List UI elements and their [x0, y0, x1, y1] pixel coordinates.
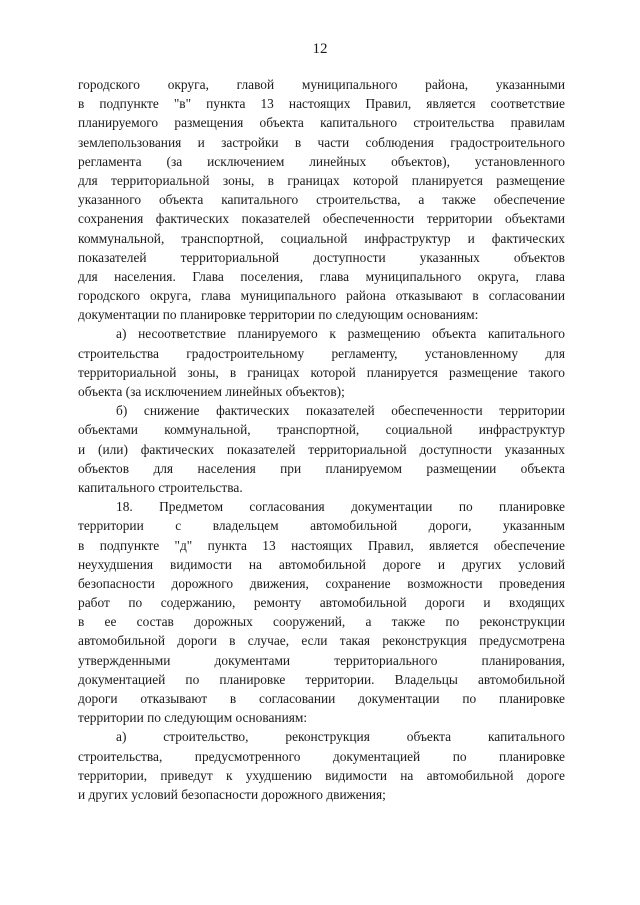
- text-line: планируемого размещения объекта капитального строительства правилам: [78, 115, 565, 131]
- text-line: капитального строительства.: [78, 479, 243, 495]
- text-line: территории по следующим основаниям:: [78, 710, 308, 726]
- text-line: указанного объекта капитального строительства, а также обеспечение: [78, 192, 565, 208]
- text-line: а) несоответствие планируемого к размещению объекта капитального: [116, 326, 565, 342]
- text-line: территории с владельцем автомобильной дороги, указанным: [78, 518, 565, 534]
- text-line: строительства градостроительному регламенту, установленному для: [78, 345, 565, 361]
- text-line: неухудшения видимости на автомобильной дороге и других условий: [78, 556, 565, 572]
- text-line: утвержденными документами территориального планирования,: [78, 652, 565, 668]
- text-line: и (или) фактических показателей территориальной доступности указанных: [78, 441, 565, 457]
- text-line: коммунальной, транспортной, социальной инфраструктур и фактических: [78, 230, 565, 246]
- text-line: и других условий безопасности дорожного движения;: [78, 786, 386, 802]
- text-line: сохранения фактических показателей обеспеченности территории объектами: [78, 211, 565, 227]
- text-line: территории, приведут к ухудшению видимости на автомобильной дороге: [78, 767, 565, 783]
- document-body: [78, 75, 565, 804]
- text-line: объектов для населения при планируемом размещении объекта: [78, 460, 565, 476]
- text-line: б) снижение фактических показателей обеспеченности территории: [116, 403, 565, 419]
- text-line: строительства, предусмотренного документацией по планировке: [78, 748, 565, 764]
- text-line: для населения. Глава поселения, глава муниципального округа, глава: [78, 268, 565, 284]
- text-line: документацией по планировке территории. Владельцы автомобильной: [78, 671, 565, 687]
- text-line: показателей территориальной доступности указанных объектов: [78, 249, 565, 265]
- page-number: 12: [312, 41, 328, 57]
- text-line: а) строительство, реконструкция объекта капитального: [116, 729, 565, 745]
- text-line: работ по содержанию, ремонту автомобильной дороги и входящих: [78, 595, 565, 611]
- text-line: землепользования и застройки в части соблюдения градостроительного: [78, 134, 565, 150]
- text-line: в ее состав дорожных сооружений, а также по реконструкции: [78, 614, 565, 630]
- text-line: документации по планировке территории по следующим основаниям:: [78, 307, 479, 323]
- text-line: объекта (за исключением линейных объектов);: [78, 384, 345, 399]
- text-line: 18. Предметом согласования документации по планировке: [116, 499, 565, 515]
- text-line: регламента (за исключением линейных объектов), установленного: [78, 153, 565, 169]
- text-line: дороги отказывают в согласовании документации по планировке: [78, 691, 565, 706]
- text-line: безопасности дорожного движения, сохранение возможности проведения: [78, 575, 565, 591]
- text-line: в подпункте "д" пункта 13 настоящих Правил, является обеспечение: [78, 537, 565, 553]
- text-line: территориальной зоны, в границах которой планируется размещение такого: [78, 364, 565, 380]
- text-line: городского округа, главой муниципального района, указанными: [78, 77, 565, 92]
- text-line: для территориальной зоны, в границах которой планируется размещение: [78, 172, 565, 188]
- text-line: городского округа, глава муниципального района отказывают в согласовании: [78, 288, 565, 304]
- text-line: в подпункте "в" пункта 13 настоящих Правил, является соответствие: [78, 96, 565, 112]
- text-line: объектами коммунальной, транспортной, социальной инфраструктур: [78, 422, 565, 438]
- text-line: автомобильной дороги в случае, если такая реконструкция предусмотрена: [78, 633, 565, 649]
